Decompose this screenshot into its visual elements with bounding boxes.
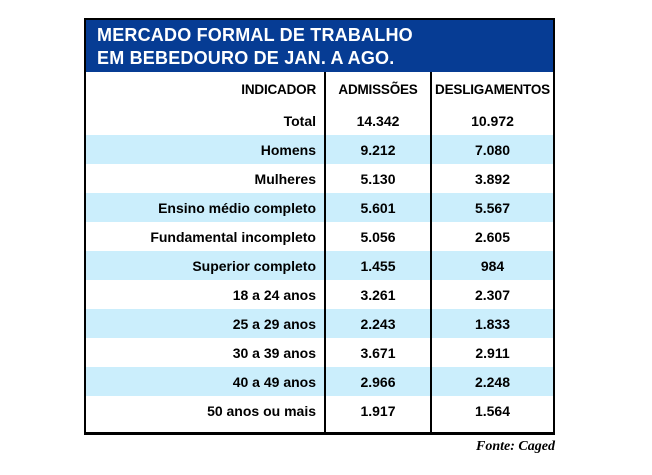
row-label: Mulheres xyxy=(254,170,316,187)
column-header-admissoes: ADMISSÕES xyxy=(324,72,430,106)
admissoes-value: 3.261 xyxy=(324,280,430,309)
desligamentos-value: 1.564 xyxy=(430,396,553,425)
table-title xyxy=(86,20,553,72)
desligamentos-value: 2.248 xyxy=(430,367,553,396)
desligamentos-value: 2.605 xyxy=(430,222,553,251)
admissoes-value: 5.130 xyxy=(324,164,430,193)
table-row xyxy=(86,338,553,367)
desligamentos-value: 7.080 xyxy=(430,135,553,164)
admissoes-value: 2.966 xyxy=(324,367,430,396)
row-label: 40 a 49 anos xyxy=(232,373,316,390)
desligamentos-value: 10.972 xyxy=(430,106,553,135)
table-row xyxy=(86,164,553,193)
table-row xyxy=(86,193,553,222)
desligamentos-value: 2.307 xyxy=(430,280,553,309)
desligamentos-value: 1.833 xyxy=(430,309,553,338)
spacer-cell xyxy=(86,425,324,432)
row-label: Superior completo xyxy=(192,257,316,274)
table-bottom-spacer xyxy=(86,425,553,432)
spacer-cell xyxy=(324,425,430,432)
row-label: 25 a 29 anos xyxy=(232,315,316,332)
admissoes-value: 5.056 xyxy=(324,222,430,251)
admissoes-value: 5.601 xyxy=(324,193,430,222)
source-credit: Fonte: Caged xyxy=(476,439,555,454)
table-row xyxy=(86,135,553,164)
admissoes-value: 9.212 xyxy=(324,135,430,164)
column-header-desligamentos: DESLIGAMENTOS xyxy=(430,72,553,106)
desligamentos-value: 5.567 xyxy=(430,193,553,222)
table-row xyxy=(86,309,553,338)
spacer-cell xyxy=(430,425,553,432)
table-body xyxy=(86,72,553,432)
row-label: Total xyxy=(283,112,316,129)
desligamentos-value: 984 xyxy=(430,251,553,280)
row-label: Fundamental incompleto xyxy=(150,228,316,245)
admissoes-value: 3.671 xyxy=(324,338,430,367)
table-row xyxy=(86,222,553,251)
admissoes-value: 1.455 xyxy=(324,251,430,280)
admissoes-value: 14.342 xyxy=(324,106,430,135)
row-label: 30 a 39 anos xyxy=(232,344,316,361)
table-frame xyxy=(84,18,555,435)
table-row xyxy=(86,251,553,280)
column-header-indicador: INDICADOR xyxy=(241,81,316,97)
table-header-row xyxy=(86,72,553,106)
desligamentos-value: 3.892 xyxy=(430,164,553,193)
table-row xyxy=(86,106,553,135)
table-row xyxy=(86,367,553,396)
admissoes-value: 2.243 xyxy=(324,309,430,338)
table-title-line2: EM BEBEDOURO DE JAN. A AGO. xyxy=(97,48,395,68)
row-label: Ensino médio completo xyxy=(158,199,316,216)
table-row xyxy=(86,280,553,309)
table-title-line1: MERCADO FORMAL DE TRABALHO xyxy=(97,25,413,45)
table-row xyxy=(86,396,553,425)
row-label: 18 a 24 anos xyxy=(232,286,316,303)
admissoes-value: 1.917 xyxy=(324,396,430,425)
row-label: 50 anos ou mais xyxy=(207,402,316,419)
row-label: Homens xyxy=(260,141,316,158)
desligamentos-value: 2.911 xyxy=(430,338,553,367)
